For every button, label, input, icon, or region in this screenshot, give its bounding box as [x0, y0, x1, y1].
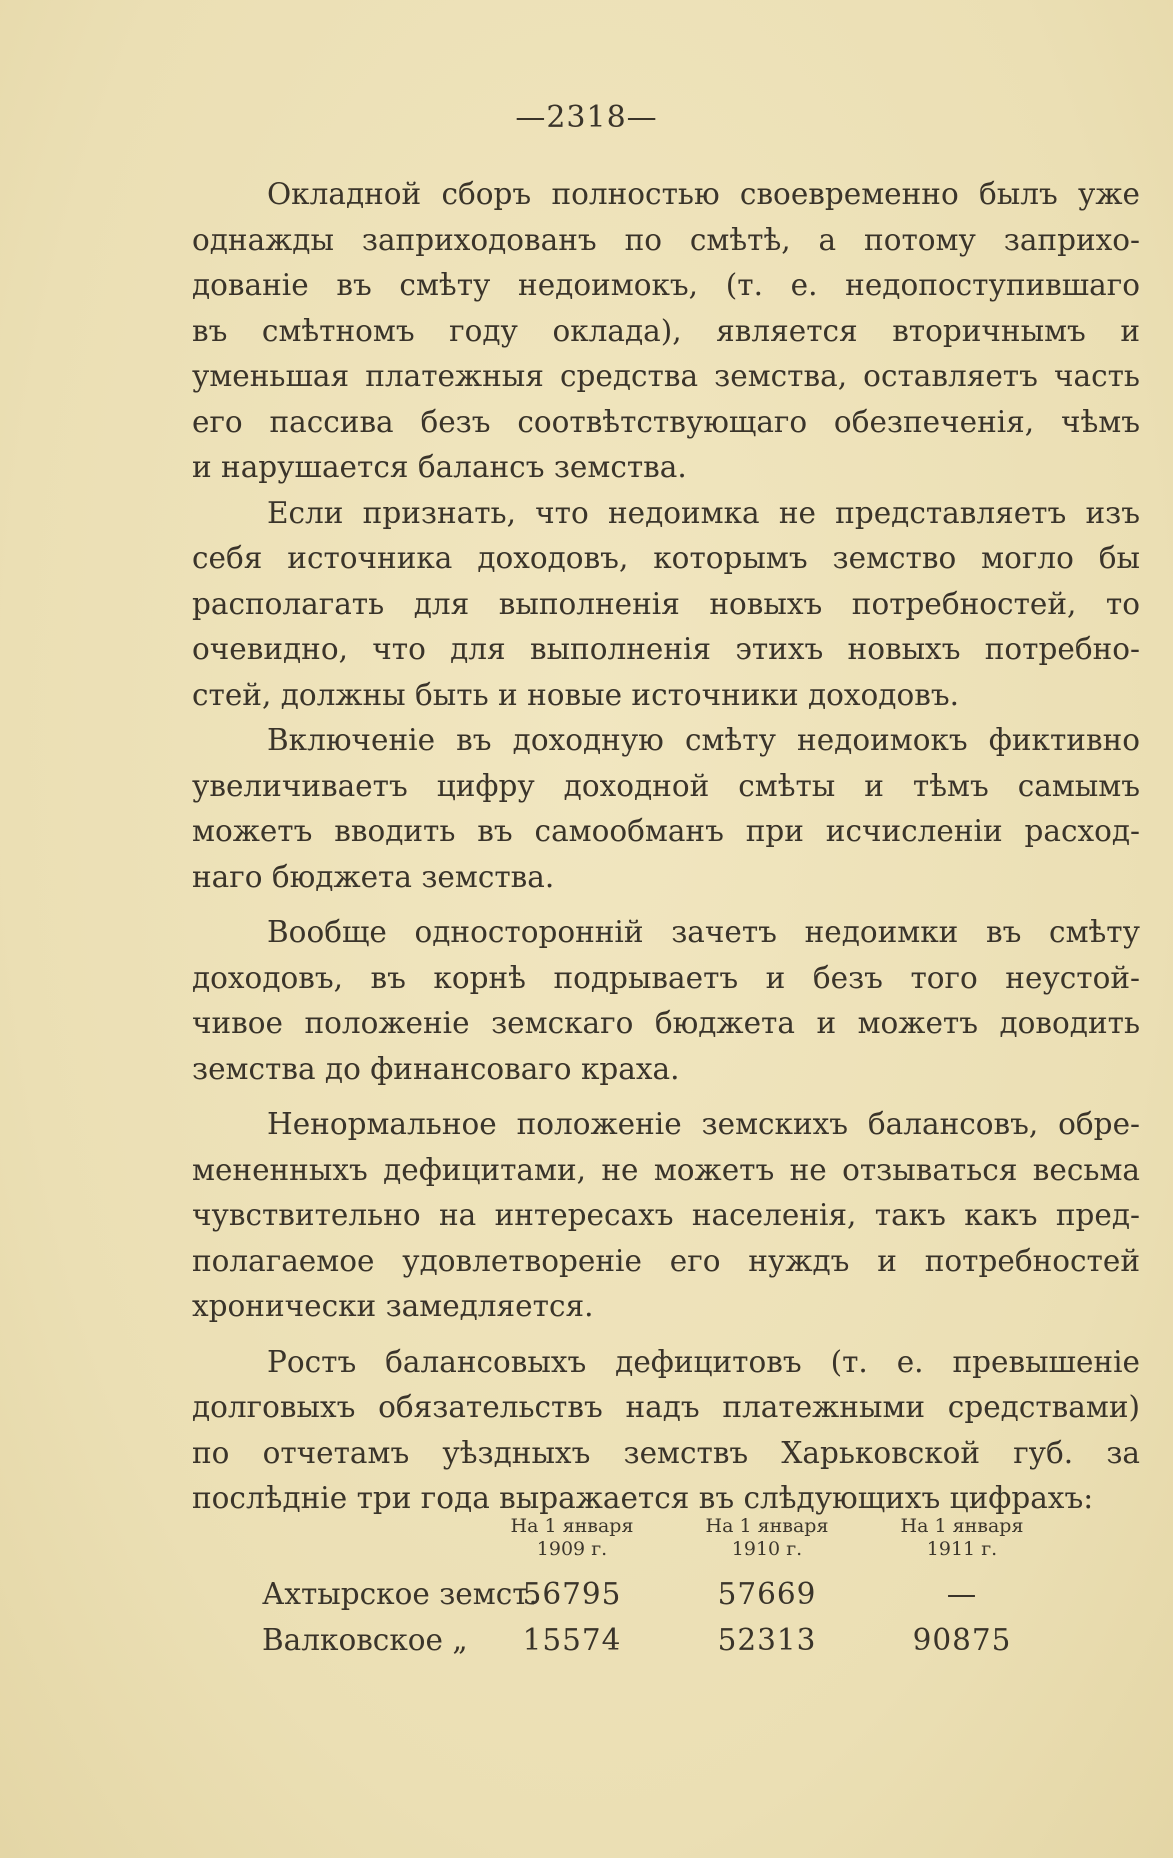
table-cell: 56795	[522, 1577, 622, 1611]
text-line: полагаемое удовлетвореніе его нуждъ и потребностей	[192, 1243, 1140, 1278]
text-line: очевидно, что для выполненія этихъ новыхъ потребно-	[192, 632, 1140, 666]
table-cell: 52313	[717, 1623, 817, 1657]
text-line: уменьшая платежныя средства земства, оставляетъ часть	[192, 359, 1140, 393]
page-number: —2318—	[515, 100, 658, 135]
text-line: его пассива безъ соотвѣтствующаго обезпеченія, чѣмъ	[192, 404, 1140, 439]
row-label: Валковское „	[262, 1623, 468, 1657]
header-line: На 1 января	[705, 1515, 829, 1537]
column-header-1910	[687, 1515, 847, 1561]
paragraph	[192, 1340, 1140, 1522]
row-label: Ахтырское земст.	[262, 1577, 538, 1611]
header-year: 1909 г.	[536, 1538, 608, 1560]
text-line: стей, должны быть и новые источники доходовъ.	[192, 677, 959, 712]
text-line: чувствительно на интересахъ населенія, такъ какъ пред-	[192, 1198, 1140, 1232]
text-line: дованіе въ смѣту недоимокъ, (т. е. недопоступившаго	[192, 268, 1140, 302]
text-line: мененныхъ дефицитами, не можетъ не отзываться весьма	[192, 1152, 1140, 1187]
body-text	[192, 172, 1140, 1522]
paragraph-gap	[192, 900, 1140, 910]
paragraph	[192, 1102, 1140, 1330]
text-line: Вообще односторонній зачетъ недоимки въ смѣту	[267, 915, 1140, 949]
table-cell: —	[946, 1577, 978, 1611]
text-line: доходовъ, въ корнѣ подрываетъ и безъ того неустой-	[192, 960, 1140, 995]
paragraph-gap	[192, 1330, 1140, 1340]
text-line: Включеніе въ доходную смѣту недоимокъ фиктивно	[267, 723, 1140, 757]
text-line: послѣдніе три года выражается въ слѣдующихъ цифрахъ:	[192, 1481, 1094, 1515]
header-line: На 1 января	[510, 1515, 634, 1537]
paragraph	[192, 718, 1140, 900]
header-year: 1910 г.	[731, 1538, 803, 1560]
header-year: 1911 г.	[926, 1538, 998, 1560]
text-line: долговыхъ обязательствъ надъ платежными средствами)	[192, 1390, 1140, 1424]
paragraph	[192, 491, 1140, 719]
text-line: земства до финансоваго краха.	[192, 1051, 680, 1086]
text-line: Окладной сборъ полностью своевременно былъ уже	[267, 177, 1140, 211]
text-line: можетъ вводить въ самообманъ при исчисленіи расход-	[192, 814, 1140, 848]
text-line: себя источника доходовъ, которымъ земство могло бы	[192, 541, 1140, 575]
table-row	[192, 1571, 1140, 1617]
text-line: однажды заприходованъ по смѣтѣ, а потому заприхо-	[192, 222, 1140, 257]
table-cell: 15574	[522, 1623, 622, 1657]
header-line: На 1 января	[900, 1515, 1024, 1537]
text-line: и нарушается балансъ земства.	[192, 450, 687, 484]
table-row	[192, 1617, 1140, 1663]
text-line: хронически замедляется.	[192, 1289, 594, 1323]
column-header-1909	[492, 1515, 652, 1561]
paragraph	[192, 910, 1140, 1092]
text-line: наго бюджета земства.	[192, 859, 555, 894]
paragraph-gap	[192, 1092, 1140, 1102]
text-line: въ смѣтномъ году оклада), является вторичнымъ и	[192, 313, 1140, 348]
paragraph	[192, 172, 1140, 491]
table-cell: 57669	[717, 1577, 817, 1611]
text-line: Ростъ балансовыхъ дефицитовъ (т. е. превышеніе	[267, 1344, 1140, 1379]
text-line: чивое положеніе земскаго бюджета и можетъ доводить	[192, 1006, 1140, 1040]
text-line: увеличиваетъ цифру доходной смѣты и тѣмъ самымъ	[192, 768, 1140, 803]
text-line: располагать для выполненія новыхъ потребностей, то	[192, 586, 1140, 621]
text-line: Если признать, что недоимка не представляетъ изъ	[267, 495, 1140, 530]
text-line: Ненормальное положеніе земскихъ балансовъ, обре-	[267, 1107, 1140, 1141]
table-cell: 90875	[912, 1623, 1012, 1657]
text-line: по отчетамъ уѣздныхъ земствъ Харьковской губ. за	[192, 1435, 1140, 1470]
column-header-1911	[882, 1515, 1042, 1561]
